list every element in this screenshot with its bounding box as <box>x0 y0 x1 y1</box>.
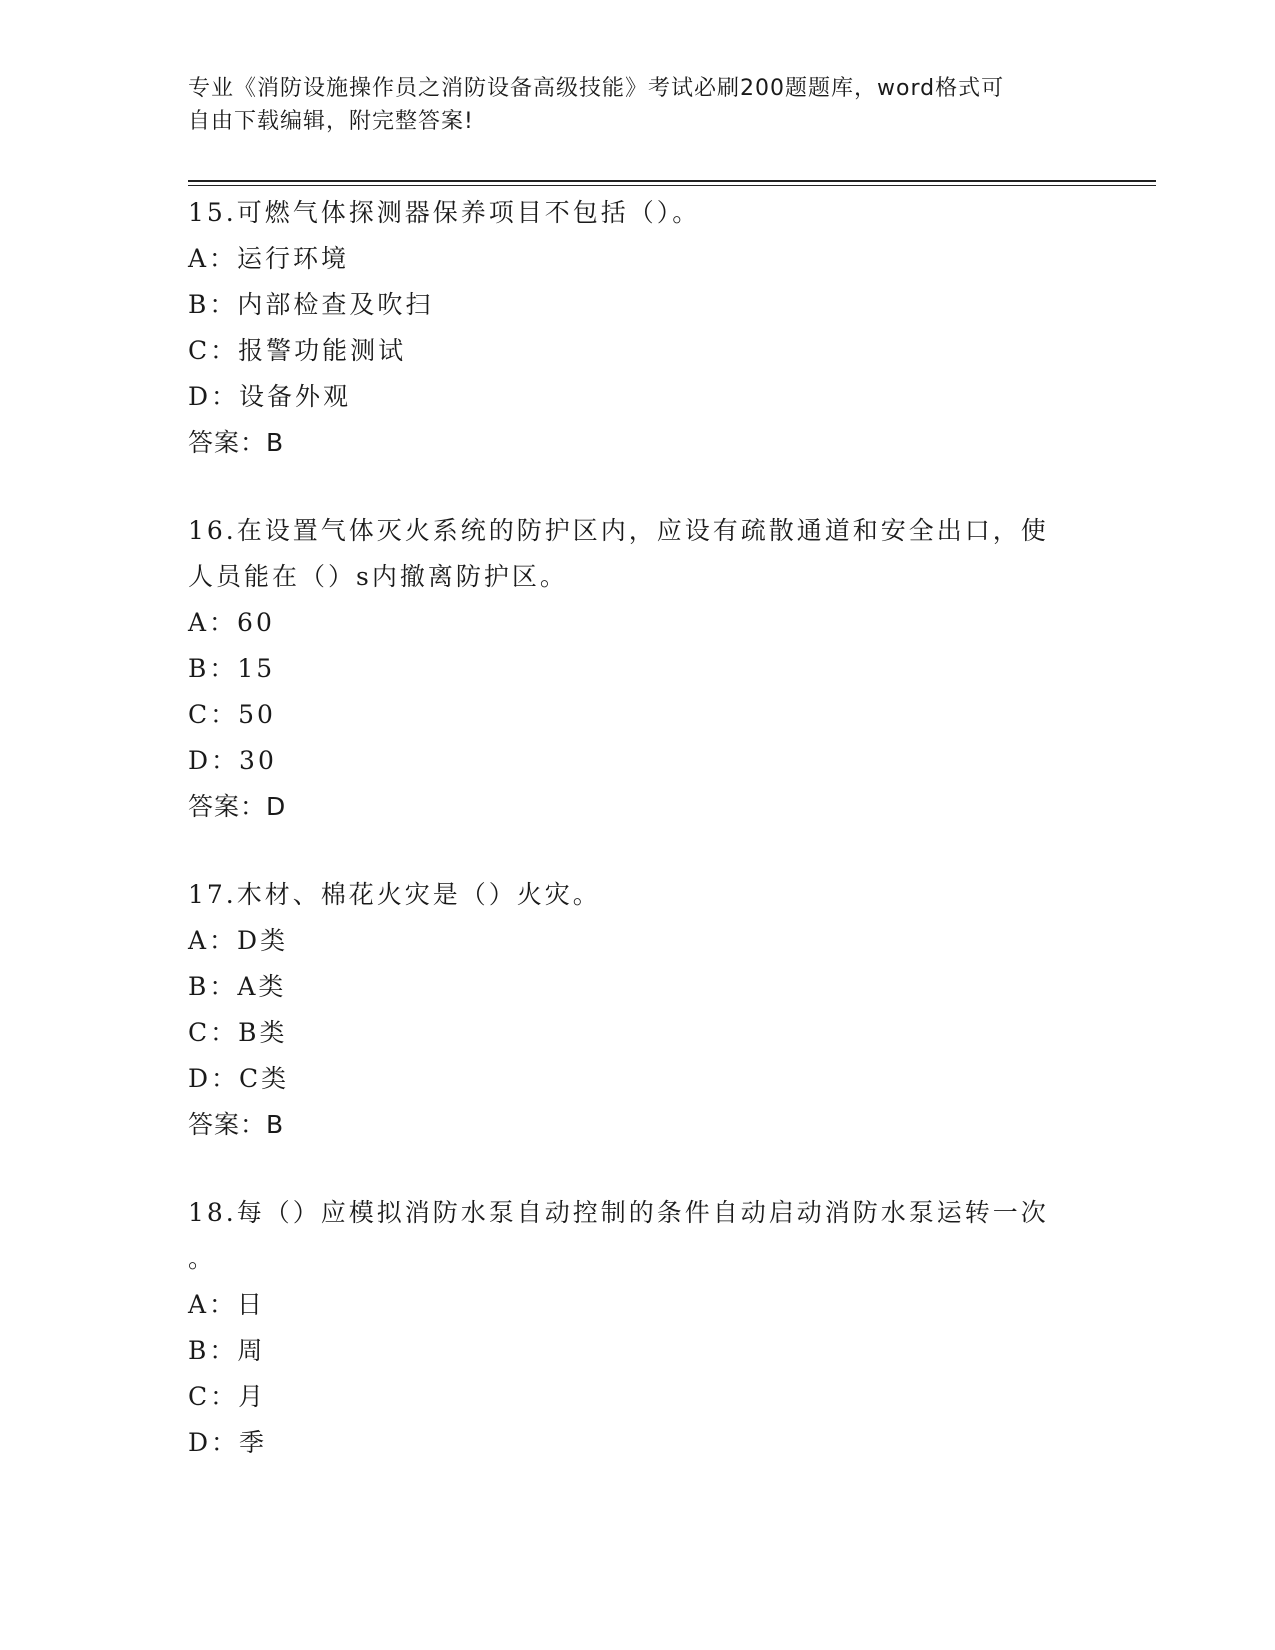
question-text: 15.可燃气体探测器保养项目不包括（）。 <box>188 198 701 227</box>
document-header <box>188 72 1088 138</box>
header-line-1: 专业《消防设施操作员之消防设备高级技能》考试必刷200题题库，word格式可 <box>188 76 1005 101</box>
question-text-line-1: 16.在设置气体灭火系统的防护区内，应设有疏散通道和安全出口，使 <box>188 516 1049 545</box>
option-b: B：A类 <box>188 972 287 1001</box>
question-17 <box>188 872 1088 1148</box>
answer: 答案：B <box>188 428 285 457</box>
question-text-line-2: 人员能在（）s内撤离防护区。 <box>188 562 568 591</box>
option-a: A：60 <box>188 608 275 637</box>
option-c: C：50 <box>188 700 276 729</box>
option-d: D：设备外观 <box>188 382 352 411</box>
option-a: A：运行环境 <box>188 244 350 273</box>
question-18 <box>188 1190 1088 1466</box>
option-c: C：B类 <box>188 1018 288 1047</box>
option-a: A：D类 <box>188 926 289 955</box>
option-a: A：日 <box>188 1290 266 1319</box>
option-c: C：报警功能测试 <box>188 336 407 365</box>
answer: 答案：B <box>188 1110 285 1139</box>
option-c: C：月 <box>188 1382 267 1411</box>
option-d: D：季 <box>188 1428 268 1457</box>
question-15 <box>188 190 1088 466</box>
question-text-line-2: 。 <box>188 1244 217 1273</box>
option-d: D：30 <box>188 746 277 775</box>
question-text-line-1: 18.每（）应模拟消防水泵自动控制的条件自动启动消防水泵运转一次 <box>188 1198 1049 1227</box>
option-b: B：15 <box>188 654 276 683</box>
header-divider-thick <box>188 180 1156 182</box>
option-d: D：C类 <box>188 1064 290 1093</box>
header-divider-thin <box>188 185 1156 186</box>
question-16 <box>188 508 1088 830</box>
option-b: B：周 <box>188 1336 266 1365</box>
question-list <box>188 190 1088 1508</box>
answer: 答案：D <box>188 792 287 821</box>
option-b: B：内部检查及吹扫 <box>188 290 434 319</box>
header-line-2: 自由下载编辑，附完整答案! <box>188 109 474 134</box>
question-text: 17.木材、棉花火灾是（）火灾。 <box>188 880 601 909</box>
